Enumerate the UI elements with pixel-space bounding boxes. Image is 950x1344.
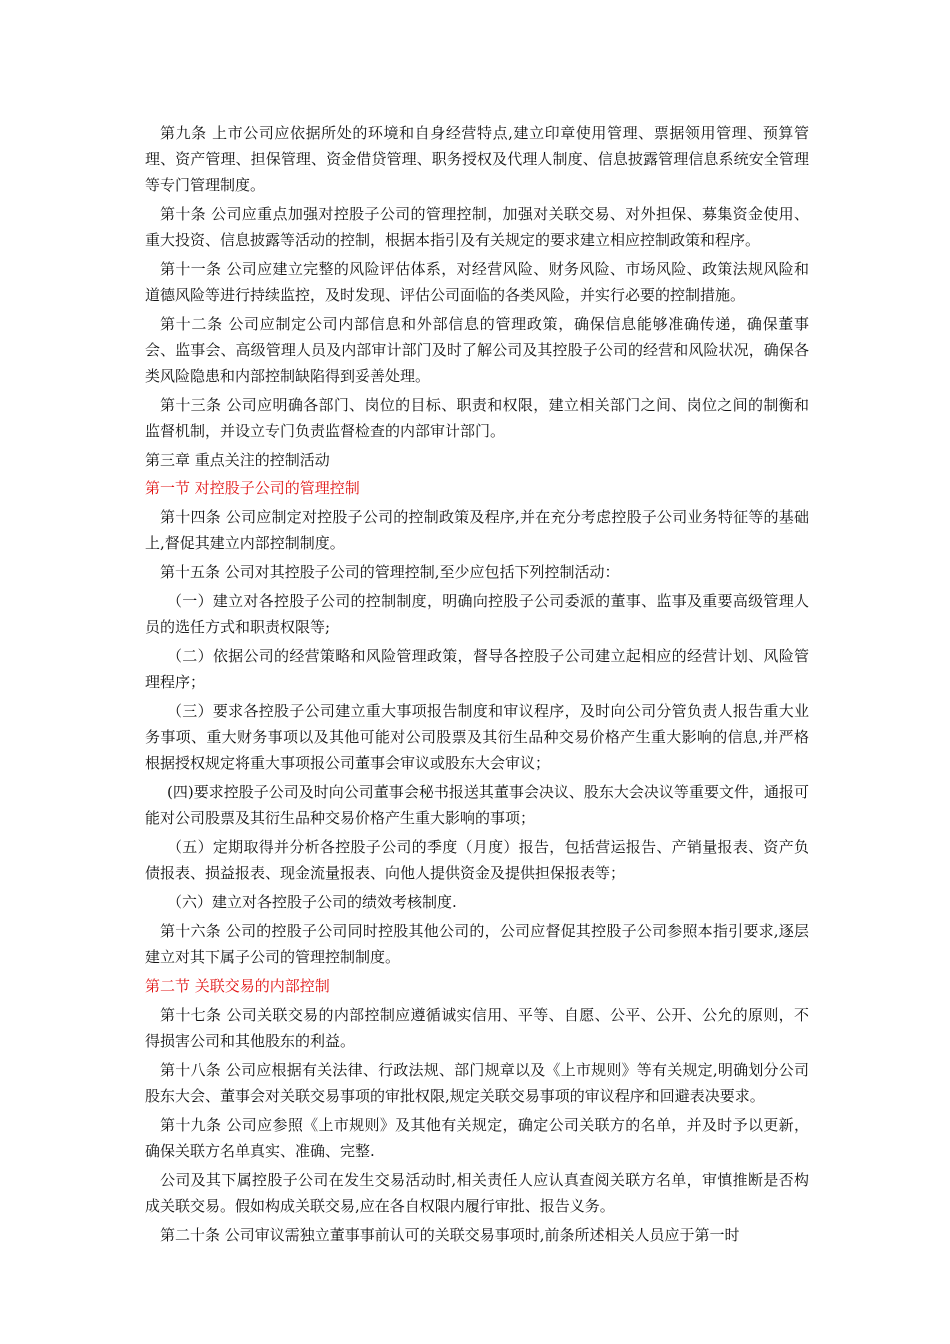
article-15-item-4: (四)要求控股子公司及时向公司董事会秘书报送其董事会决议、股东大会决议等重要文件，通报可能对公司股票及其衍生品种交易价格产生重大影响的事项； [145, 783, 809, 827]
article-11: 第十一条 公司应建立完整的风险评估体系，对经营风险、财务风险、市场风险、政策法规风险和道德风险等进行持续监控，及时发现、评估公司面临的各类风险，并实行必要的控制措施。 [145, 260, 809, 304]
article-15: 第十五条 公司对其控股子公司的管理控制,至少应包括下列控制活动： [160, 563, 620, 581]
article-15-item-5: （五）定期取得并分析各控股子公司的季度（月度）报告，包括营运报告、产销量报表、资产负债报表、损益报表、现金流量报表、向他人提供资金及提供担保报表等； [145, 838, 809, 882]
document-page [145, 120, 809, 1251]
article-18: 第十八条 公司应根据有关法律、行政法规、部门规章以及《上市规则》等有关规定,明确划分公司股东大会、董事会对关联交易事项的审批权限,规定关联交易事项的审议程序和回避表决要求。 [145, 1061, 809, 1105]
article-9: 第九条 上市公司应依据所处的环境和自身经营特点,建立印章使用管理、票据领用管理、预算管理、资产管理、担保管理、资金借贷管理、职务授权及代理人制度、信息披露管理信息系统安全管理等专门管理制度。 [145, 124, 809, 194]
article-15-item-6: （六）建立对各控股子公司的绩效考核制度. [167, 893, 457, 911]
article-17: 第十七条 公司关联交易的内部控制应遵循诚实信用、平等、自愿、公平、公开、公允的原则，不得损害公司和其他股东的利益。 [145, 1006, 809, 1050]
article-12: 第十二条 公司应制定公司内部信息和外部信息的管理政策，确保信息能够准确传递，确保董事会、监事会、高级管理人员及内部审计部门及时了解公司及其控股子公司的经营和风险状况，确保各类风险隐患和内部控制缺陷得到妥善处理。 [145, 315, 809, 385]
section-2-heading: 第二节 关联交易的内部控制 [145, 977, 330, 995]
article-15-item-3: （三）要求各控股子公司建立重大事项报告制度和审议程序，及时向公司分管负责人报告重大业务事项、重大财务事项以及其他可能对公司股票及其衍生品种交易价格产生重大影响的信息,并严格根据授权规定将重大事项报公司董事会审议或股东大会审议； [145, 702, 809, 772]
article-14: 第十四条 公司应制定对控股子公司的控制政策及程序,并在充分考虑控股子公司业务特征等的基础上,督促其建立内部控制制度。 [145, 508, 809, 552]
article-10: 第十条 公司应重点加强对控股子公司的管理控制，加强对关联交易、对外担保、募集资金使用、重大投资、信息披露等活动的控制，根据本指引及有关规定的要求建立相应控制政策和程序。 [145, 205, 809, 249]
article-20: 第二十条 公司审议需独立董事事前认可的关联交易事项时,前条所述相关人员应于第一时 [160, 1226, 740, 1244]
section-1-heading: 第一节 对控股子公司的管理控制 [145, 479, 360, 497]
article-16: 第十六条 公司的控股子公司同时控股其他公司的，公司应督促其控股子公司参照本指引要求,逐层建立对其下属子公司的管理控制制度。 [145, 922, 809, 966]
article-15-item-2: （二）依据公司的经营策略和风险管理政策，督导各控股子公司建立起相应的经营计划、风险管理程序； [145, 647, 809, 691]
article-19: 第十九条 公司应参照《上市规则》及其他有关规定，确定公司关联方的名单，并及时予以更新，确保关联方名单真实、准确、完整. [145, 1116, 809, 1160]
chapter-3-heading: 第三章 重点关注的控制活动 [145, 451, 330, 469]
article-19-continuation: 公司及其下属控股子公司在发生交易活动时,相关责任人应认真查阅关联方名单，审慎推断是否构成关联交易。假如构成关联交易,应在各自权限内履行审批、报告义务。 [145, 1171, 809, 1215]
article-15-item-1: （一）建立对各控股子公司的控制制度，明确向控股子公司委派的董事、监事及重要高级管理人员的选任方式和职责权限等; [145, 592, 809, 636]
article-13: 第十三条 公司应明确各部门、岗位的目标、职责和权限，建立相关部门之间、岗位之间的制衡和监督机制，并设立专门负责监督检查的内部审计部门。 [145, 396, 809, 440]
